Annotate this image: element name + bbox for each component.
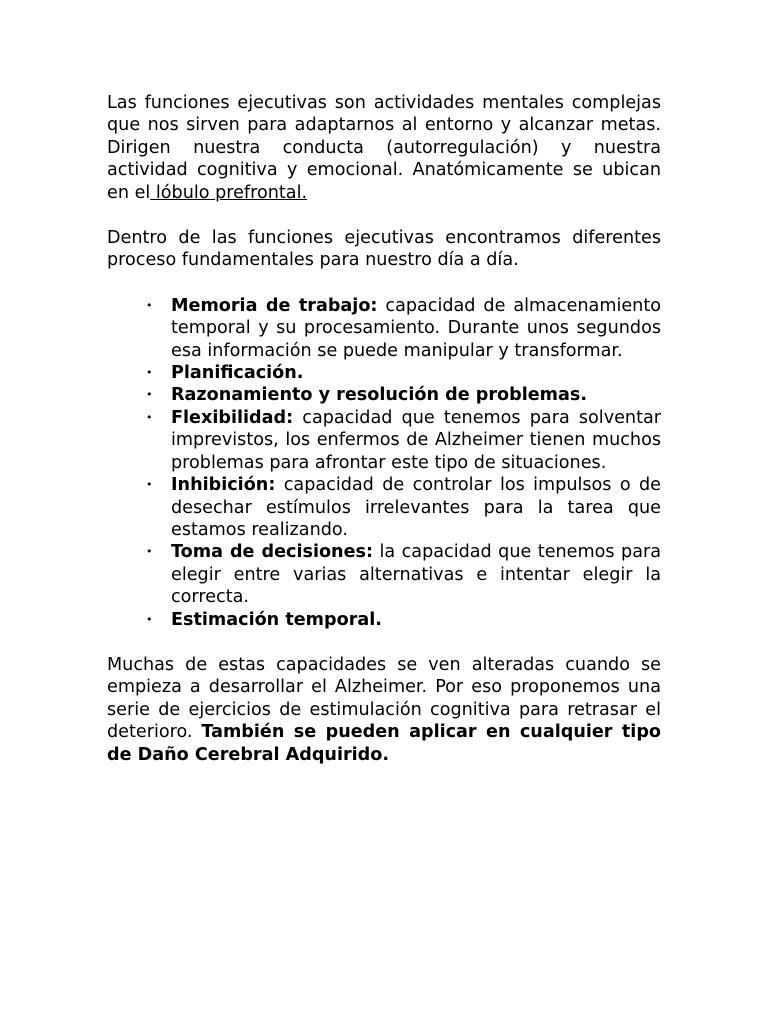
intro-paragraph xyxy=(107,92,661,204)
list-item-term: Estimación temporal. xyxy=(171,609,382,630)
processes-paragraph: Dentro de las funciones ejecutivas encontramos diferentes proceso fundamentales para nuestro día a día. xyxy=(107,228,661,271)
document-body xyxy=(107,92,661,766)
prefrontal-lobe-link[interactable]: lóbulo prefrontal. xyxy=(150,182,308,203)
conclusion-text: Muchas de estas capacidades se ven alteradas cuando se empieza a desarrollar el Alzheimer. Por eso proponemos una serie de ejercicios de estimulación cognitiva para retrasar el deterioro. xyxy=(107,654,661,743)
list-item-desc: la capacidad que tenemos para elegir entre varias alternativas e intentar elegir la correcta. xyxy=(171,542,661,608)
list-item xyxy=(146,609,661,631)
conclusion-bold-text: También se pueden aplicar en cualquier tipo de Daño Cerebral Adquirido. xyxy=(107,722,662,765)
conclusion-paragraph xyxy=(107,654,661,766)
list-item-term: Memoria de trabajo: xyxy=(171,295,378,316)
bullet-icon: • xyxy=(146,366,153,380)
bullet-icon: • xyxy=(146,478,153,492)
list-item-term: Razonamiento y resolución de problemas. xyxy=(171,385,588,406)
list-item-term: Planificación. xyxy=(171,363,304,384)
executive-functions-list xyxy=(107,295,661,631)
list-item-desc: capacidad de almacenamiento temporal y su procesamiento. Durante unos segundos esa información se puede manipular y transformar. xyxy=(171,295,661,361)
bullet-icon: • xyxy=(146,410,153,424)
list-item xyxy=(146,362,661,384)
list-item-desc: capacidad que tenemos para solventar imprevistos, los enfermos de Alzheimer tienen muchos problemas para afrontar este tipo de situaciones. xyxy=(171,407,661,473)
list-item xyxy=(146,541,661,608)
list-item xyxy=(146,295,661,362)
list-item-desc: capacidad de controlar los impulsos o de desechar estímulos irrelevantes para la tarea que estamos realizando. xyxy=(171,475,661,540)
bullet-icon: • xyxy=(146,612,153,626)
list-item-term: Inhibición: xyxy=(171,475,276,496)
list-item-term: Flexibilidad: xyxy=(171,407,294,428)
intro-text: Las funciones ejecutivas son actividades mentales complejas que nos sirven para adaptarnos al entorno y alcanzar metas. Dirigen nuestra conducta (autorregulación) y nuestra actividad cognitiva y emocional. Anatómicamente se ubican en el xyxy=(107,93,661,203)
list-item xyxy=(146,384,661,406)
bullet-icon: • xyxy=(146,298,153,312)
bullet-icon: • xyxy=(146,545,153,559)
list-item xyxy=(146,474,661,541)
list-item xyxy=(146,407,661,474)
list-item-term: Toma de decisiones: xyxy=(171,542,374,563)
bullet-icon: • xyxy=(146,388,153,402)
